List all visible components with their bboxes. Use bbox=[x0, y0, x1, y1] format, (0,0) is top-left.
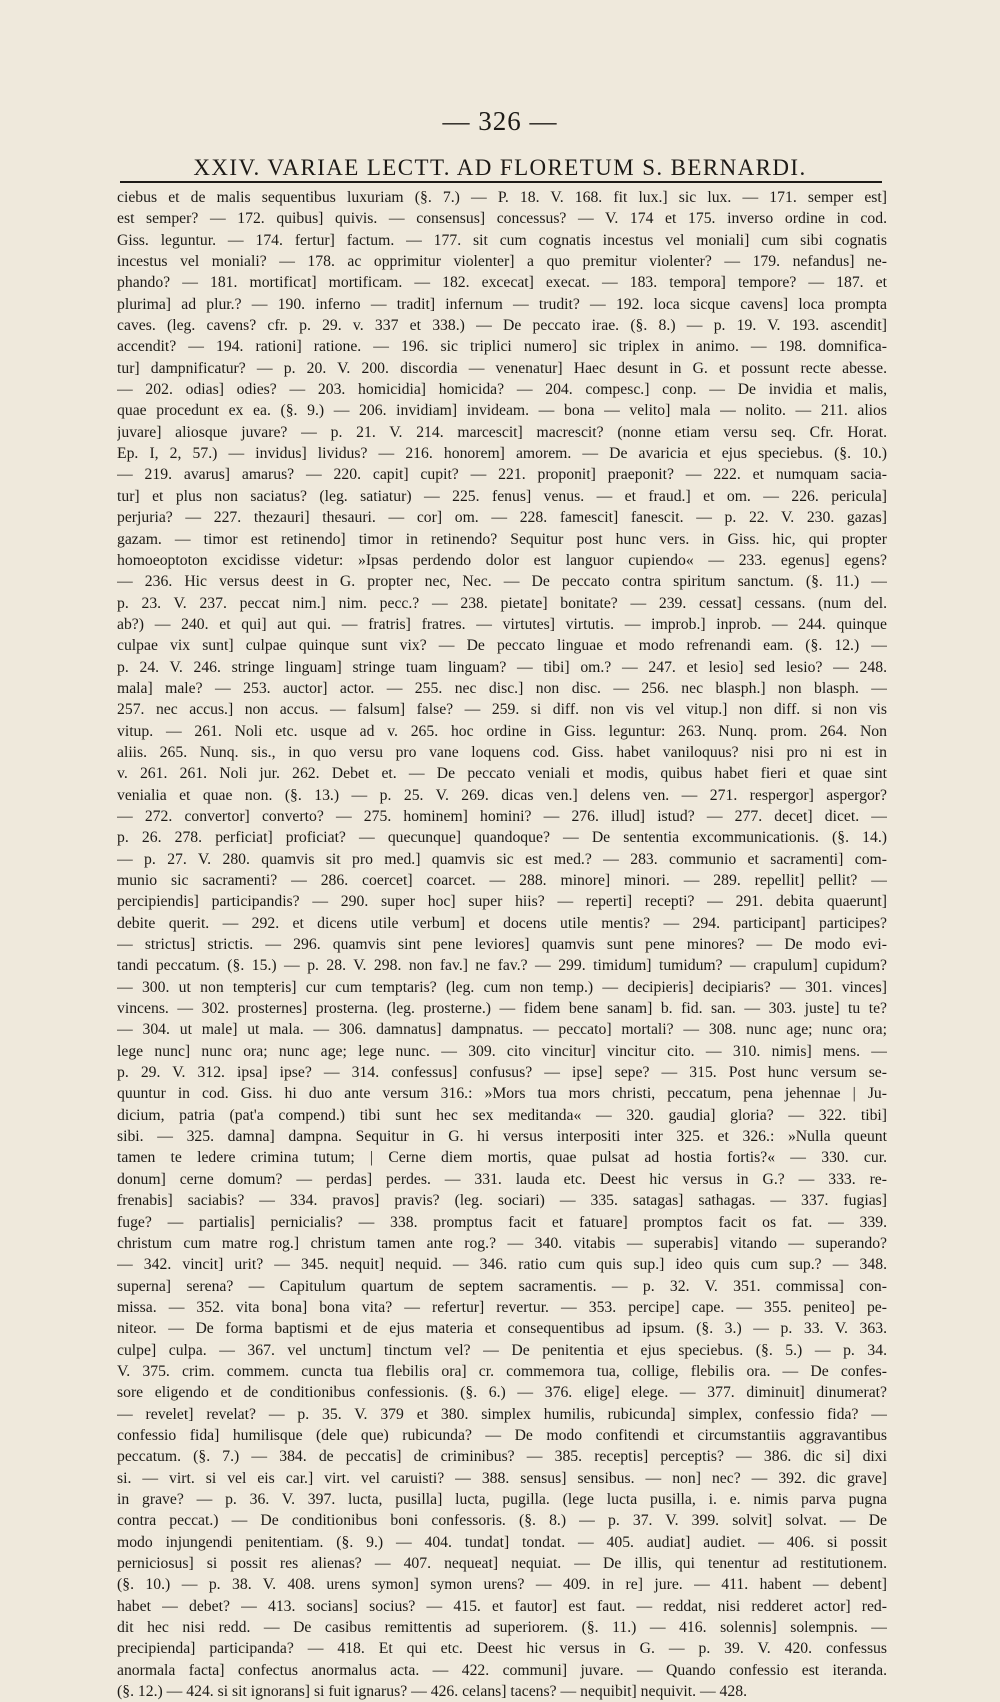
text-line: sore eligendo et de conditionibus confessionis. (§. 6.) — 376. elige] elege. — 377. diminuit] dinumerat? bbox=[117, 1384, 887, 1402]
text-line: culpae vix sunt] culpae quinque sunt vix? — De peccato linguae et modo refrenandi eam. (§. 12.) — bbox=[117, 637, 887, 655]
text-line: lege nunc] nunc ora; nunc age; lege nunc. — 309. cito vincitur] vincitur cito. — 310. nimis] mens. — bbox=[117, 1042, 887, 1060]
text-line: si. — virt. si vel eis car.] virt. vel caruisti? — 388. sensus] sensibus. — non] nec? — 392. dic grave] bbox=[117, 1469, 887, 1487]
text-line: fuge? — partialis] pernicialis? — 338. promptus facit et fatuare] promptos facit os fat. — 339. bbox=[117, 1213, 887, 1231]
text-line: modo injungendi penitentiam. (§. 9.) — 404. tundat] tondat. — 405. audiat] audiet. — 406. si possit bbox=[117, 1533, 887, 1551]
text-line: sibi. — 325. damna] dampna. Sequitur in G. hi versus interpositi inter 325. et 326.: »Nulla queunt bbox=[117, 1128, 887, 1146]
text-line: aliis. 265. Nunq. sis., in quo versu pro vane loquens cod. Giss. habet vaniloquus? nisi pro ni est in bbox=[117, 743, 887, 761]
text-line: missa. — 352. vita bona] bona vita? — refertur] revertur. — 353. percipe] cape. — 355. peniteo] pe- bbox=[117, 1298, 887, 1316]
text-line: Ep. I, 2, 57.) — invidus] lividus? — 216. honorem] amorem. — De avaricia et ejus speciebus. (§. 10.) bbox=[117, 445, 887, 463]
text-line: plurima] ad plur.? — 190. inferno — tradit] infernum — trudit? — 192. loca sicque cavens] loca prompta bbox=[117, 295, 887, 313]
text-line: — 342. vincit] urit? — 345. nequit] nequid. — 346. ratio cum quis sup.] ideo quis cum sup.? — 348. bbox=[117, 1256, 887, 1274]
text-line: tamen te ledere crimina tutum; | Cerne diem mortis, quae pulsat ad hostia fortis?« — 330. cur. bbox=[117, 1149, 887, 1167]
text-line: incestus vel moniali? — 178. ac opprimitur violenter] a quo premitur violenter? — 179. nefandus] ne- bbox=[117, 253, 887, 271]
text-line: contra peccat.) — De conditionibus boni confessoris. (§. 8.) — p. 37. V. 399. solvit] solvat. — De bbox=[117, 1512, 887, 1530]
text-line: — 300. ut non tempteris] cur cum temptaris? (leg. cum non temp.) — decipieris] decipiaris? — 301. vinces] bbox=[117, 978, 887, 996]
text-line: mala] male? — 253. auctor] actor. — 255. nec disc.] non disc. — 256. nec blasph.] non blasph. — bbox=[117, 679, 887, 697]
text-line: p. 26. 278. perficiat] proficiat? — quecunque] quandoque? — De sententia excommunicationis. (§. 14.) bbox=[117, 829, 887, 847]
text-line: — 304. ut male] ut mala. — 306. damnatus] dampnatus. — peccato] mortali? — 308. nunc age; nunc ora; bbox=[117, 1021, 887, 1039]
text-line: — revelet] revelat? — p. 35. V. 379 et 380. simplex humilis, rubicunda] simplex, confessio fida? — bbox=[117, 1405, 887, 1423]
text-line: ab?) — 240. et qui] aut qui. — fratris] fratres. — virtutes] virtutis. — improb.] inprob. — 244. quinque bbox=[117, 615, 887, 633]
text-line: percipiendis] participandis? — 290. super hoc] super hiis? — reperti] recepti? — 291. debita quaerunt] bbox=[117, 893, 887, 911]
text-line: — 219. avarus] amarus? — 220. capit] cupit? — 221. proponit] praeponit? — 222. et numquam sacia- bbox=[117, 466, 887, 484]
text-line: p. 23. V. 237. peccat nim.] nim. pecc.? — 238. pietate] bonitate? — 239. cessat] cessans. (num del. bbox=[117, 594, 887, 612]
text-line: — strictus] strictis. — 296. quamvis sint pene leviores] quamvis sunt pene minores? — De modo evi- bbox=[117, 936, 887, 954]
header-rule bbox=[120, 181, 882, 183]
text-line: dit hec nisi redd. — De casibus remittentis ad superiorem. (§. 11.) — 416. solennis] solempnis. — bbox=[117, 1619, 887, 1637]
text-line: caves. (leg. cavens? cfr. p. 29. v. 337 et 338.) — De peccato irae. (§. 8.) — p. 19. V. 193. ascendit] bbox=[117, 317, 887, 335]
text-line: (§. 10.) — p. 38. V. 408. urens symon] symon urens? — 409. in re] jure. — 411. habent — debent] bbox=[117, 1576, 887, 1594]
text-line: gazam. — timor est retinendo] timor in retinendo? Sequitur post hunc vers. in Giss. hic, qui propter bbox=[117, 530, 887, 548]
text-line: vitup. — 261. Noli etc. usque ad v. 265. hoc ordine in Giss. leguntur: 263. Nunq. prom. 264. Non bbox=[117, 722, 887, 740]
text-line: quuntur in cod. Giss. hi duo ante versum 316.: »Mors tua mors christi, peccatum, pena jehennae | Ju- bbox=[117, 1085, 887, 1103]
text-line: christum cum matre rog.] christum tamen ante rog.? — 340. vitabis — superabis] vitando — superando? bbox=[117, 1234, 887, 1252]
text-line: in grave? — p. 36. V. 397. lucta, pusilla] lucta, pugilla. (lege lucta pusilla, i. e. nimis parva pugna bbox=[117, 1490, 887, 1508]
text-line: tur] dampnificatur? — p. 20. V. 200. discordia — venenatur] Haec desunt in G. et possunt recte abesse. bbox=[117, 359, 887, 377]
text-line: — 272. convertor] converto? — 275. hominem] homini? — 276. illud] istud? — 277. decet] dicet. — bbox=[117, 807, 887, 825]
text-line: donum] cerne domum? — perdas] perdes. — 331. lauda etc. Deest hic versus in G.? — 333. re- bbox=[117, 1170, 887, 1188]
text-line: v. 261. 261. Noli jur. 262. Debet et. — De peccato veniali et modis, quibus habet fieri et quae sint bbox=[117, 765, 887, 783]
text-line: phando? — 181. mortificat] mortificam. — 182. excecat] execat. — 183. tempora] tempore? — 187. et bbox=[117, 274, 887, 292]
text-line: vincens. — 302. prosternes] prosterna. (leg. prosterne.) — fidem bene sanam] b. fid. san. — 303. juste] tu te? bbox=[117, 1000, 887, 1018]
text-line: homoeoptoton excidisse videtur: »Ipsas perdendo dolor est languor cupiendo« — 233. egenus] egens? bbox=[117, 551, 887, 569]
text-line: est semper? — 172. quibus] quivis. — consensus] concessus? — V. 174 et 175. inverso ordine in cod. bbox=[117, 210, 887, 228]
text-line: quae procedunt ex ea. (§. 9.) — 206. invidiam] invideam. — bona — velito] mala — nolito. — 211. alios bbox=[117, 402, 887, 420]
text-line: dicium, patria (pat'a compend.) tibi sunt hec sex meditanda« — 320. gaudia] gloria? — 322. tibi] bbox=[117, 1106, 887, 1124]
text-line: perjuria? — 227. thezauri] thesauri. — cor] om. — 228. famescit] fanescit. — p. 22. V. 230. gazas] bbox=[117, 509, 887, 527]
text-line: habet — debet? — 413. socians] socius? — 415. et fautor] est faut. — reddat, nisi redderet actor] red- bbox=[117, 1597, 887, 1615]
text-line: Giss. leguntur. — 174. fertur] factum. — 177. sit cum cognatis incestus vel moniali] cum sibi cognatis bbox=[117, 231, 887, 249]
text-line: accendit? — 194. rationi] ratione. — 196. sic triplici numero] sic triplex in animo. — 198. domnifica- bbox=[117, 338, 887, 356]
text-line: debite querit. — 292. et dicens utile verbum] et docens utile mentis? — 294. participant] participes? bbox=[117, 914, 887, 932]
text-line: ciebus et de malis sequentibus luxuriam (§. 7.) — P. 18. V. 168. fit lux.] sic lux. — 171. semper est] bbox=[117, 189, 887, 206]
text-line: V. 375. crim. commem. cuncta tua flebilis ora] cr. commemora tua, collige, flebilis ora. — De confes- bbox=[117, 1362, 887, 1380]
text-line: tandi peccatum. (§. 15.) — p. 28. V. 298. non fav.] ne fav.? — 299. timidum] tumidum? — crapulum] cupidum? bbox=[117, 957, 887, 975]
page-number: — 326 — bbox=[442, 106, 558, 136]
text-line: 257. nec accus.] non accus. — falsum] false? — 259. si diff. non vis vel vitup.] non diff. si non vis bbox=[117, 701, 887, 719]
text-line: juvare] aliosque juvare? — p. 21. V. 214. marcescit] macrescit? (nonne etiam versu seq. Cfr. Horat. bbox=[117, 423, 887, 441]
text-line: precipienda] participanda? — 418. Et qui etc. Deest hic versus in G. — p. 39. V. 420. confessus bbox=[117, 1640, 887, 1658]
text-line: (§. 12.) — 424. si sit ignorans] si fuit ignarus? — 426. celans] tacens? — nequibit] nequivit. — 428. bbox=[117, 1683, 748, 1701]
text-line: perniciosus] si possit res alienas? — 407. nequeat] nequiat. — De illis, qui tenentur ad restitutionem. bbox=[117, 1555, 887, 1572]
text-line: tur] et plus non saciatus? (leg. satiatur) — 225. fenus] venus. — et fraud.] et om. — 226. pericula] bbox=[117, 487, 887, 505]
text-line: venialia et quae non. (§. 13.) — p. 25. V. 269. dicas ven.] delens ven. — 271. respergor] aspergor? bbox=[117, 786, 887, 804]
text-line: p. 24. V. 246. stringe linguam] stringe tuam linguam? — tibi] om.? — 247. et lesio] sed lesio? — 248. bbox=[117, 658, 887, 676]
body-text bbox=[117, 187, 887, 1702]
text-line: — p. 27. V. 280. quamvis sit pro med.] quamvis sic est med.? — 283. communio et sacramenti] com- bbox=[117, 850, 887, 868]
text-line: p. 29. V. 312. ipsa] ipse? — 314. confessus] confusus? — ipse] sepe? — 315. Post hunc versum se- bbox=[117, 1064, 887, 1082]
text-line: niteor. — De forma baptismi et de ejus materia et consequentibus ad ipsum. (§. 3.) — p. 33. V. 363. bbox=[117, 1320, 887, 1338]
text-line: confessio fida] humilisque (dele que) rubicunda? — De modo confitendi et circumstantiis aggravantibus bbox=[117, 1426, 887, 1444]
text-line: frenabis] saciabis? — 334. pravos] pravis? (leg. sociari) — 335. satagas] sathagas. — 337. fugias] bbox=[117, 1192, 887, 1210]
text-line: munio sic sacramenti? — 286. coercet] coarcet. — 288. minore] minori. — 289. repellit] pellit? — bbox=[117, 872, 887, 889]
text-line: — 236. Hic versus deest in G. propter nec, Nec. — De peccato contra spiritum sanctum. (§. 11.) — bbox=[117, 573, 887, 591]
text-line: — 202. odias] odies? — 203. homicidia] homicida? — 204. compesc.] conp. — De invidia et malis, bbox=[117, 381, 887, 399]
text-line: anormala facta] confectus anormalus acta. — 422. communi] juvare. — Quando confessio est iteranda. bbox=[117, 1661, 887, 1679]
running-head: XXIV. VARIAE LECTT. AD FLORETUM S. BERNARDI. bbox=[193, 155, 807, 180]
text-line: culpe] culpa. — 367. vel unctum] tinctum vel? — De penitentia et ejus speciebus. (§. 5.) — p. 34. bbox=[117, 1341, 887, 1359]
text-line: superna] serena? — Capitulum quartum de septem sacramentis. — p. 32. V. 351. commissa] con- bbox=[117, 1277, 887, 1295]
text-line: peccatum. (§. 7.) — 384. de peccatis] de criminibus? — 385. receptis] perceptis? — 386. dic si] dixi bbox=[117, 1448, 887, 1466]
